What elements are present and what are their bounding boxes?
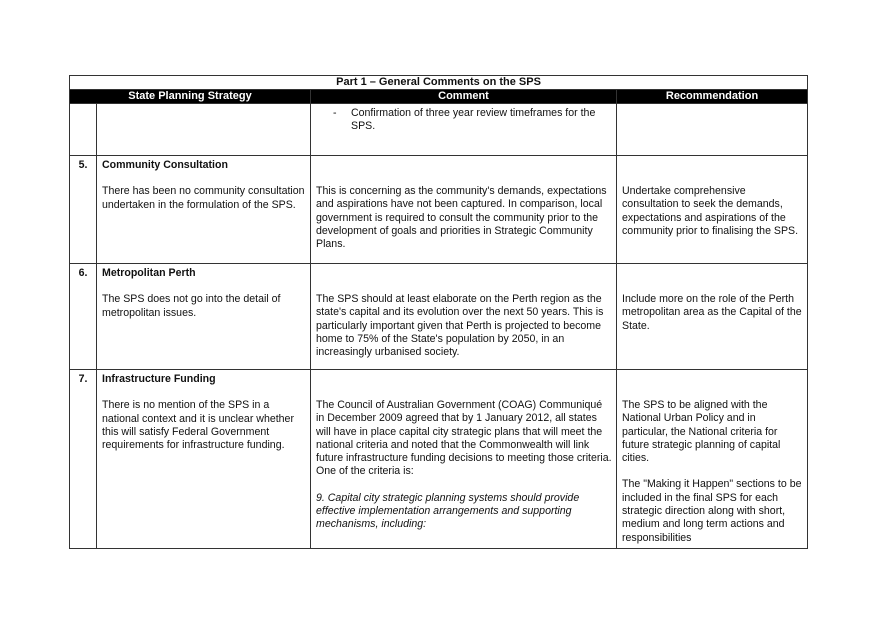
comments-table — [69, 75, 808, 549]
comment-cell — [311, 156, 617, 264]
recommendation-text-2: The "Making it Happen" sections to be included in the final SPS for each strategic direction along with short, medium and long term actions and responsibilities — [622, 478, 802, 544]
row-heading: Metropolitan Perth — [102, 267, 196, 279]
header-recommendation: Recommendation — [617, 90, 808, 104]
bullet-dash: - — [333, 107, 337, 119]
table-title: Part 1 – General Comments on the SPS — [70, 76, 808, 90]
strategy-cell — [97, 156, 311, 264]
strategy-text: The SPS does not go into the detail of metropolitan issues. — [102, 293, 281, 319]
comment-cell — [311, 370, 617, 549]
header-strategy: State Planning Strategy — [70, 90, 311, 104]
strategy-cell — [97, 370, 311, 549]
table-row — [70, 370, 808, 549]
recommendation-text: Include more on the role of the Perth metropolitan area as the Capital of the State. — [622, 293, 802, 332]
table-row — [70, 156, 808, 264]
row-heading: Community Consultation — [102, 159, 228, 171]
recommendation-cell — [617, 370, 808, 549]
strategy-cell — [97, 264, 311, 370]
comment-bullet — [333, 107, 612, 134]
recommendation-cell — [617, 264, 808, 370]
recommendation-cell — [617, 104, 808, 156]
recommendation-text: The SPS to be aligned with the National Urban Policy and in particular, the National criteria for future strategic planning of capital cities. — [622, 399, 781, 465]
comment-text: The Council of Australian Government (COAG) Communiqué in December 2009 agreed that by 1 January 2012, all states will have in place capital city strategic plans that will meet the national criteria and noted that the Commonwealth will link future infrastructure funding decisions to meeting those criteria. One of the criteria is: — [316, 399, 612, 478]
document-page — [69, 75, 807, 549]
header-comment: Comment — [311, 90, 617, 104]
row-number: 7. — [70, 370, 97, 549]
row-heading: Infrastructure Funding — [102, 373, 216, 385]
comment-text: This is concerning as the community's demands, expectations and aspirations have not been captured. In comparison, local government is required to consult the community prior to the development of goals and priorities in Strategic Community Plans. — [316, 185, 607, 251]
table-row — [70, 264, 808, 370]
comment-cell — [311, 264, 617, 370]
table-header-row — [70, 90, 808, 104]
comment-cell — [311, 104, 617, 156]
recommendation-text: Undertake comprehensive consultation to seek the demands, expectations and aspirations of the community prior to finalising the SPS. — [622, 185, 799, 237]
row-number — [70, 104, 97, 156]
strategy-cell — [97, 104, 311, 156]
recommendation-cell — [617, 156, 808, 264]
table-row — [70, 104, 808, 156]
comment-text: The SPS should at least elaborate on the Perth region as the state's capital and its evolution over the next 50 years. This is particularly important given that Perth is projected to become home to 75% of the State's population by 2050, in an increasingly urbanised society. — [316, 293, 604, 359]
strategy-text: There has been no community consultation undertaken in the formulation of the SPS. — [102, 185, 305, 211]
strategy-text: There is no mention of the SPS in a national context and it is unclear whether this will satisfy Federal Government requirements for infrastructure funding. — [102, 399, 294, 452]
row-number: 5. — [70, 156, 97, 264]
row-number: 6. — [70, 264, 97, 370]
table-title-row — [70, 76, 808, 90]
bullet-text: Confirmation of three year review timeframes for the SPS. — [351, 107, 596, 133]
comment-criteria-text: 9. Capital city strategic planning systems should provide effective implementation arrangements and supporting mechanisms, including: — [316, 491, 580, 531]
